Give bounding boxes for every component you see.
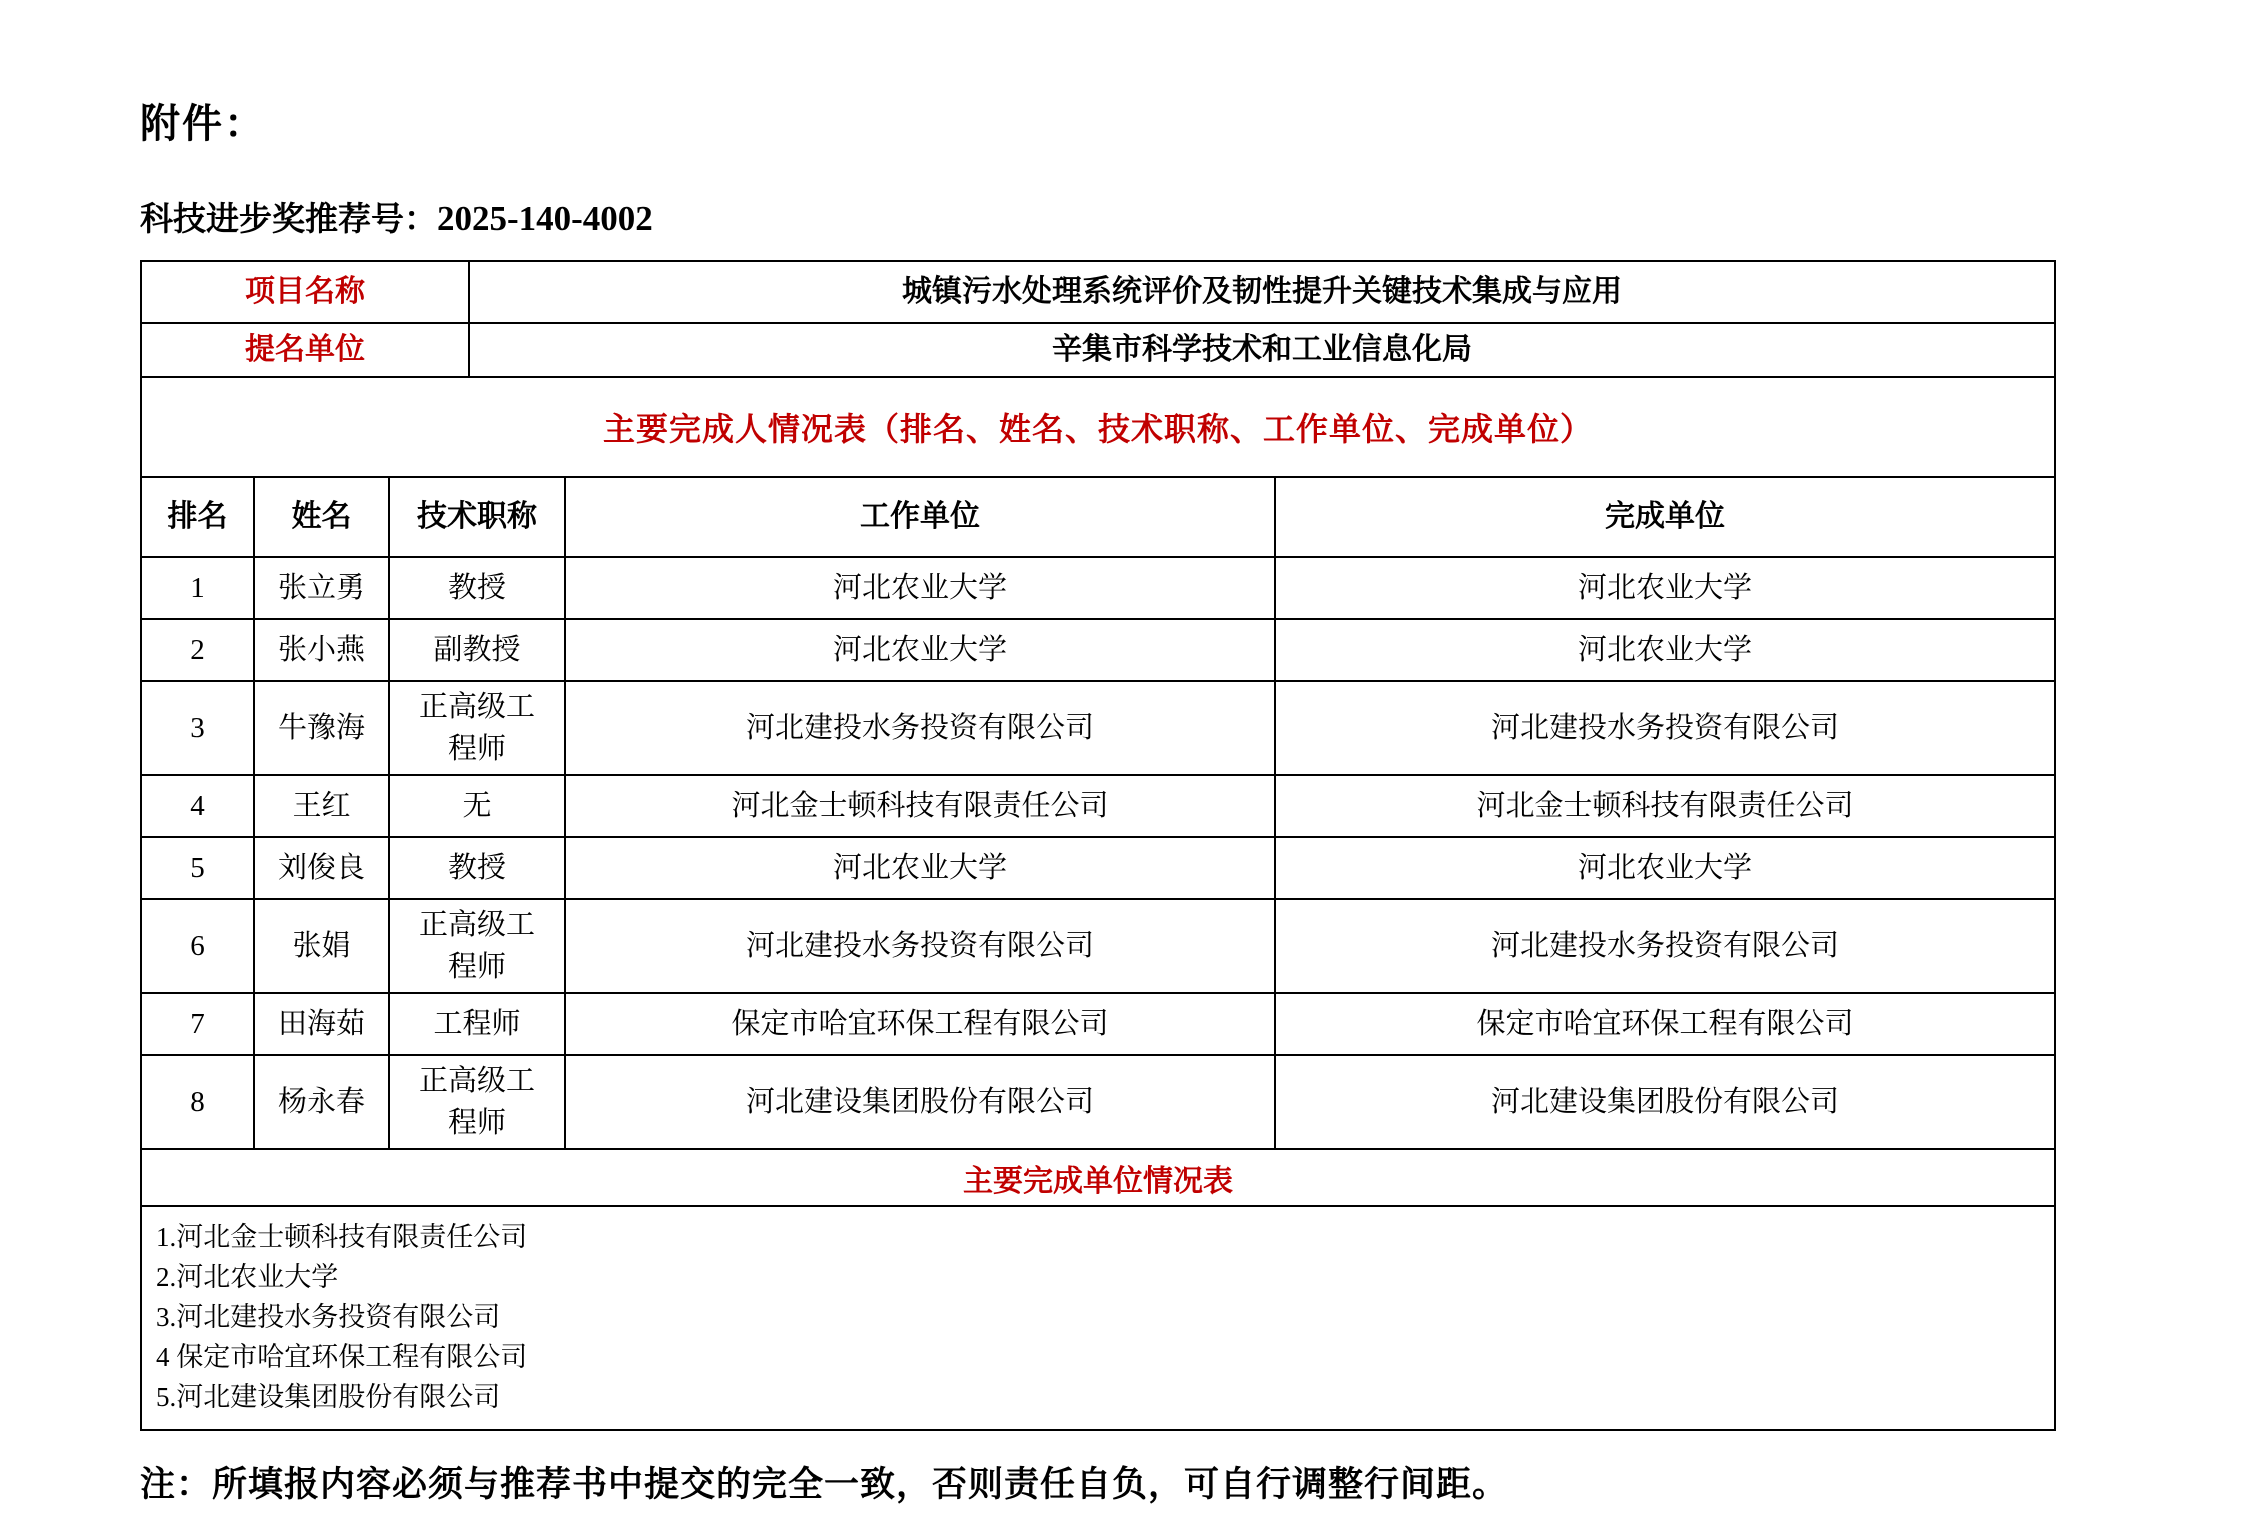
nominating-unit-value: 辛集市科学技术和工业信息化局 <box>470 324 2056 378</box>
title-cell: 教授 <box>390 838 566 900</box>
table-row <box>142 558 2056 620</box>
work-unit-cell: 河北建投水务投资有限公司 <box>566 682 1276 776</box>
award-info-table <box>140 260 2056 1431</box>
table-row <box>142 994 2056 1056</box>
rank-cell: 3 <box>142 682 255 776</box>
nominating-unit-row <box>142 324 2056 378</box>
rank-cell: 2 <box>142 620 255 682</box>
work-unit-cell: 河北金士顿科技有限责任公司 <box>566 776 1276 838</box>
title-cell: 正高级工程师 <box>390 682 566 776</box>
rank-cell: 4 <box>142 776 255 838</box>
work-unit-cell: 河北农业大学 <box>566 558 1276 620</box>
units-table-title: 主要完成单位情况表 <box>142 1150 2056 1207</box>
recommendation-label: 科技进步奖推荐号： <box>140 200 437 237</box>
rank-cell: 8 <box>142 1056 255 1150</box>
name-cell: 田海茹 <box>255 994 390 1056</box>
name-cell: 牛豫海 <box>255 682 390 776</box>
title-cell: 正高级工程师 <box>390 900 566 994</box>
project-name-value: 城镇污水处理系统评价及韧性提升关键技术集成与应用 <box>470 262 2056 324</box>
completion-unit-cell: 河北建设集团股份有限公司 <box>1276 1056 2056 1150</box>
name-cell: 张娟 <box>255 900 390 994</box>
completers-table-title: 主要完成人情况表（排名、姓名、技术职称、工作单位、完成单位） <box>142 378 2056 478</box>
recommendation-number: 2025-140-4002 <box>437 199 653 238</box>
name-cell: 张小燕 <box>255 620 390 682</box>
table-row <box>142 1056 2056 1150</box>
rank-cell: 7 <box>142 994 255 1056</box>
completion-unit-cell: 河北农业大学 <box>1276 838 2056 900</box>
completers-header-row <box>142 478 2056 558</box>
note-text: 注：所填报内容必须与推荐书中提交的完全一致，否则责任自负，可自行调整行间距。 <box>140 1465 1509 1505</box>
unit-list-item: 1.河北金士顿科技有限责任公司 <box>156 1222 528 1253</box>
work-unit-cell: 保定市哈宜环保工程有限公司 <box>566 994 1276 1056</box>
unit-list-item: 3.河北建投水务投资有限公司 <box>156 1302 501 1333</box>
name-cell: 杨永春 <box>255 1056 390 1150</box>
units-list <box>142 1207 2056 1431</box>
rank-cell: 5 <box>142 838 255 900</box>
recommendation-heading <box>140 193 2195 240</box>
completion-unit-cell: 河北农业大学 <box>1276 620 2056 682</box>
table-row <box>142 620 2056 682</box>
completion-unit-cell: 河北农业大学 <box>1276 558 2056 620</box>
rank-cell: 6 <box>142 900 255 994</box>
title-cell: 正高级工程师 <box>390 1056 566 1150</box>
completion-unit-cell: 保定市哈宜环保工程有限公司 <box>1276 994 2056 1056</box>
table-row <box>142 776 2056 838</box>
column-header-2: 技术职称 <box>390 478 566 558</box>
column-header-0: 排名 <box>142 478 255 558</box>
title-cell: 工程师 <box>390 994 566 1056</box>
unit-list-item: 4 保定市哈宜环保工程有限公司 <box>156 1342 528 1373</box>
work-unit-cell: 河北农业大学 <box>566 838 1276 900</box>
completion-unit-cell: 河北建投水务投资有限公司 <box>1276 682 2056 776</box>
work-unit-cell: 河北农业大学 <box>566 620 1276 682</box>
completion-unit-cell: 河北建投水务投资有限公司 <box>1276 900 2056 994</box>
attachment-heading: 附件： <box>140 102 266 146</box>
unit-list-item: 5.河北建设集团股份有限公司 <box>156 1382 501 1413</box>
title-cell: 副教授 <box>390 620 566 682</box>
name-cell: 刘俊良 <box>255 838 390 900</box>
table-row <box>142 682 2056 776</box>
project-name-row <box>142 262 2056 324</box>
project-name-label: 项目名称 <box>142 262 470 324</box>
column-header-4: 完成单位 <box>1276 478 2056 558</box>
work-unit-cell: 河北建设集团股份有限公司 <box>566 1056 1276 1150</box>
table-row <box>142 838 2056 900</box>
completion-unit-cell: 河北金士顿科技有限责任公司 <box>1276 776 2056 838</box>
nominating-unit-label: 提名单位 <box>142 324 470 378</box>
column-header-1: 姓名 <box>255 478 390 558</box>
rank-cell: 1 <box>142 558 255 620</box>
name-cell: 张立勇 <box>255 558 390 620</box>
title-cell: 教授 <box>390 558 566 620</box>
completers-rows <box>142 558 2056 1150</box>
name-cell: 王红 <box>255 776 390 838</box>
table-row <box>142 900 2056 994</box>
work-unit-cell: 河北建投水务投资有限公司 <box>566 900 1276 994</box>
unit-list-item: 2.河北农业大学 <box>156 1262 339 1293</box>
column-header-3: 工作单位 <box>566 478 1276 558</box>
title-cell: 无 <box>390 776 566 838</box>
